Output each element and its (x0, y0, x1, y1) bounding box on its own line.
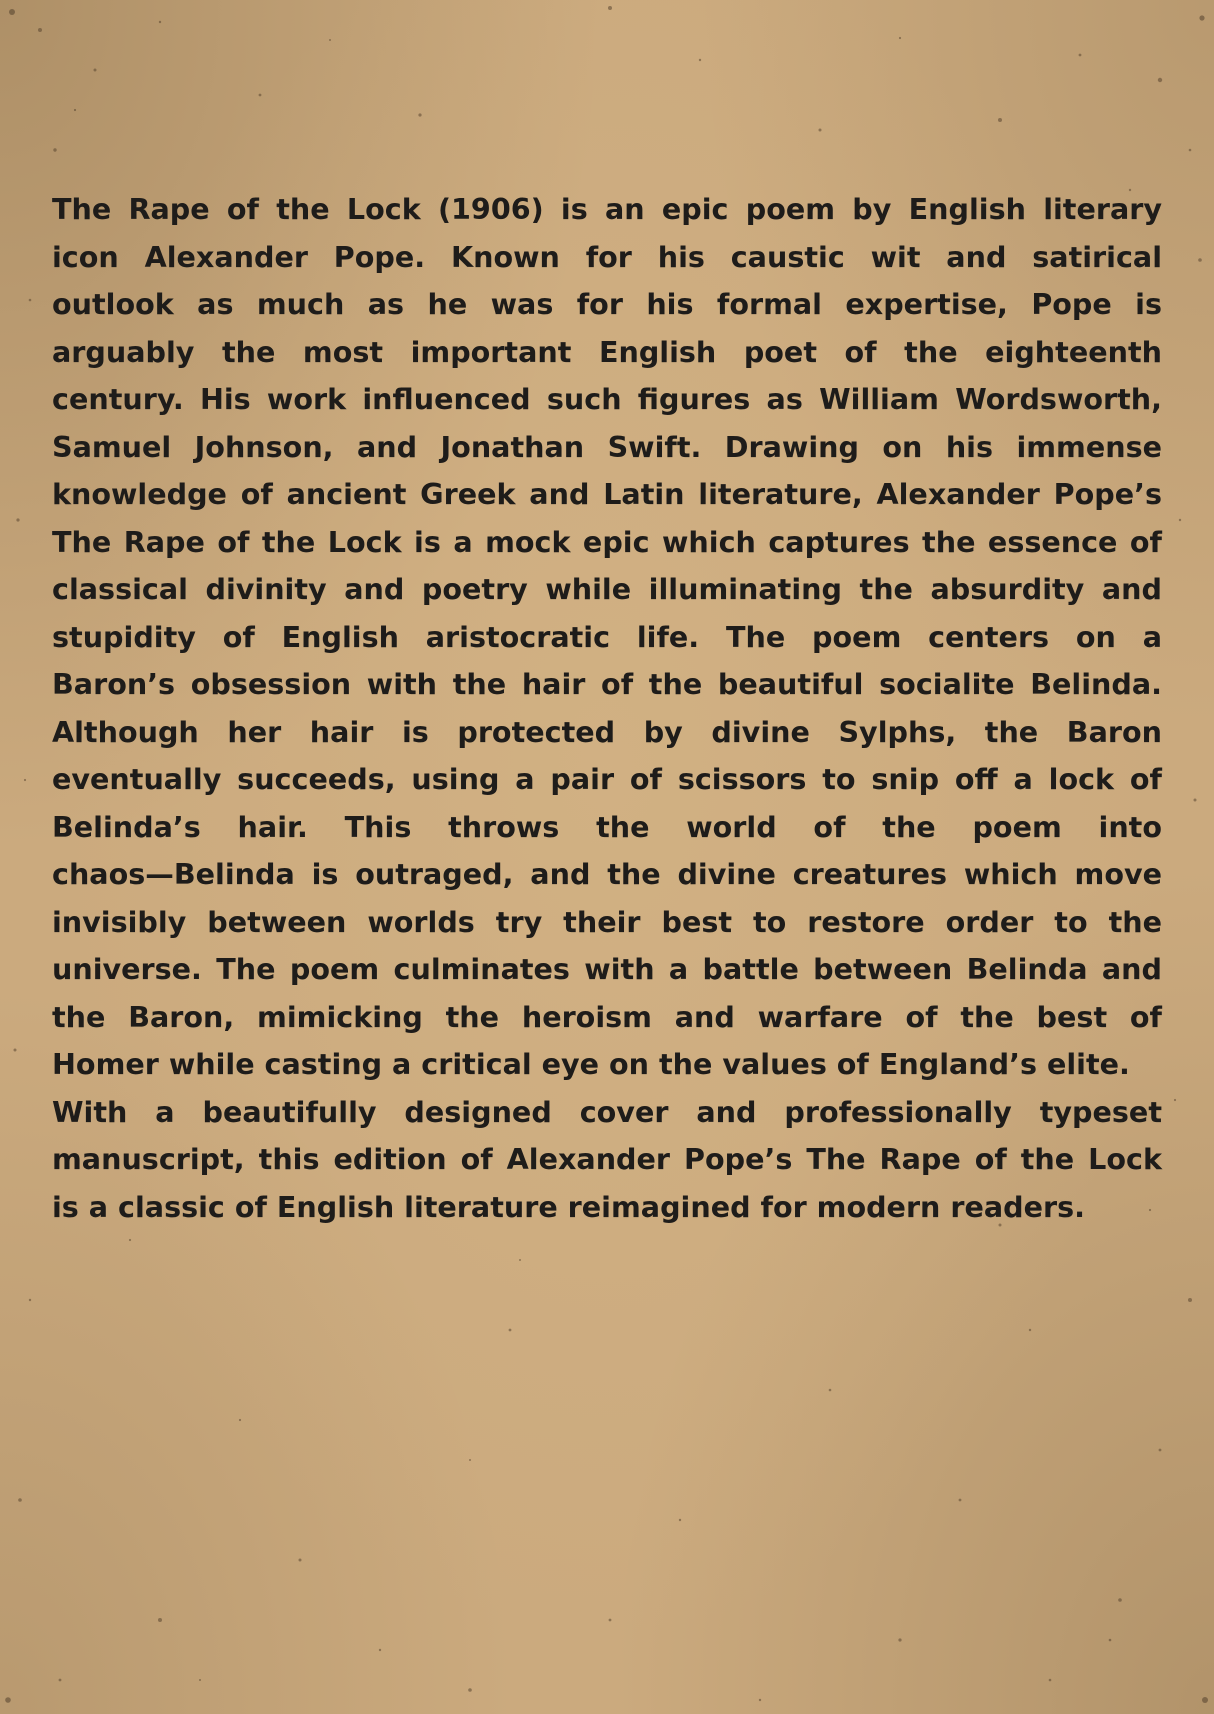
text-line: century. His work influenced such figures as William Wordsworth, (52, 382, 1162, 416)
text-line: knowledge of ancient Greek and Latin literature, Alexander Pope’s (52, 477, 1162, 511)
text-line: invisibly between worlds try their best to restore order to the (52, 904, 1162, 939)
text-line: Although her hair is protected by divine Sylphs, the Baron (52, 714, 1162, 749)
description-paragraph-1 (52, 186, 1162, 1089)
text-line: The Rape of the Lock is a mock epic which captures the essence of (52, 524, 1162, 559)
text-line: classical divinity and poetry while illuminating the absurdity and (52, 572, 1162, 606)
text-line: The Rape of the Lock (1906) is an epic poem by English literary (52, 192, 1162, 226)
text-line: is a classic of English literature reimagined for modern readers. (52, 1189, 1085, 1224)
text-line: Belinda’s hair. This throws the world of the poem into (52, 809, 1162, 844)
text-line: arguably the most important English poet of the eighteenth (52, 334, 1162, 369)
text-line: Homer while casting a critical eye on the values of England’s elite. (52, 1047, 1130, 1081)
text-line: universe. The poem culminates with a battle between Belinda and (52, 952, 1162, 986)
text-line: Baron’s obsession with the hair of the beautiful socialite Belinda. (52, 667, 1162, 701)
text-line: stupidity of English aristocratic life. The poem centers on a (52, 619, 1162, 654)
description-paragraph-2 (52, 1089, 1162, 1232)
text-line: Samuel Johnson, and Jonathan Swift. Drawing on his immense (52, 429, 1162, 464)
text-line: chaos—Belinda is outraged, and the divine creatures which move (52, 857, 1162, 891)
text-line: manuscript, this edition of Alexander Pope’s The Rape of the Lock (52, 1142, 1162, 1176)
text-line: icon Alexander Pope. Known for his caustic wit and satirical (52, 239, 1162, 274)
text-line: With a beautifully designed cover and professionally typeset (52, 1094, 1162, 1129)
text-line: eventually succeeds, using a pair of scissors to snip off a lock of (52, 762, 1162, 796)
text-line: outlook as much as he was for his formal expertise, Pope is (52, 287, 1162, 321)
book-description (52, 186, 1162, 1231)
text-line: the Baron, mimicking the heroism and warfare of the best of (52, 999, 1162, 1034)
